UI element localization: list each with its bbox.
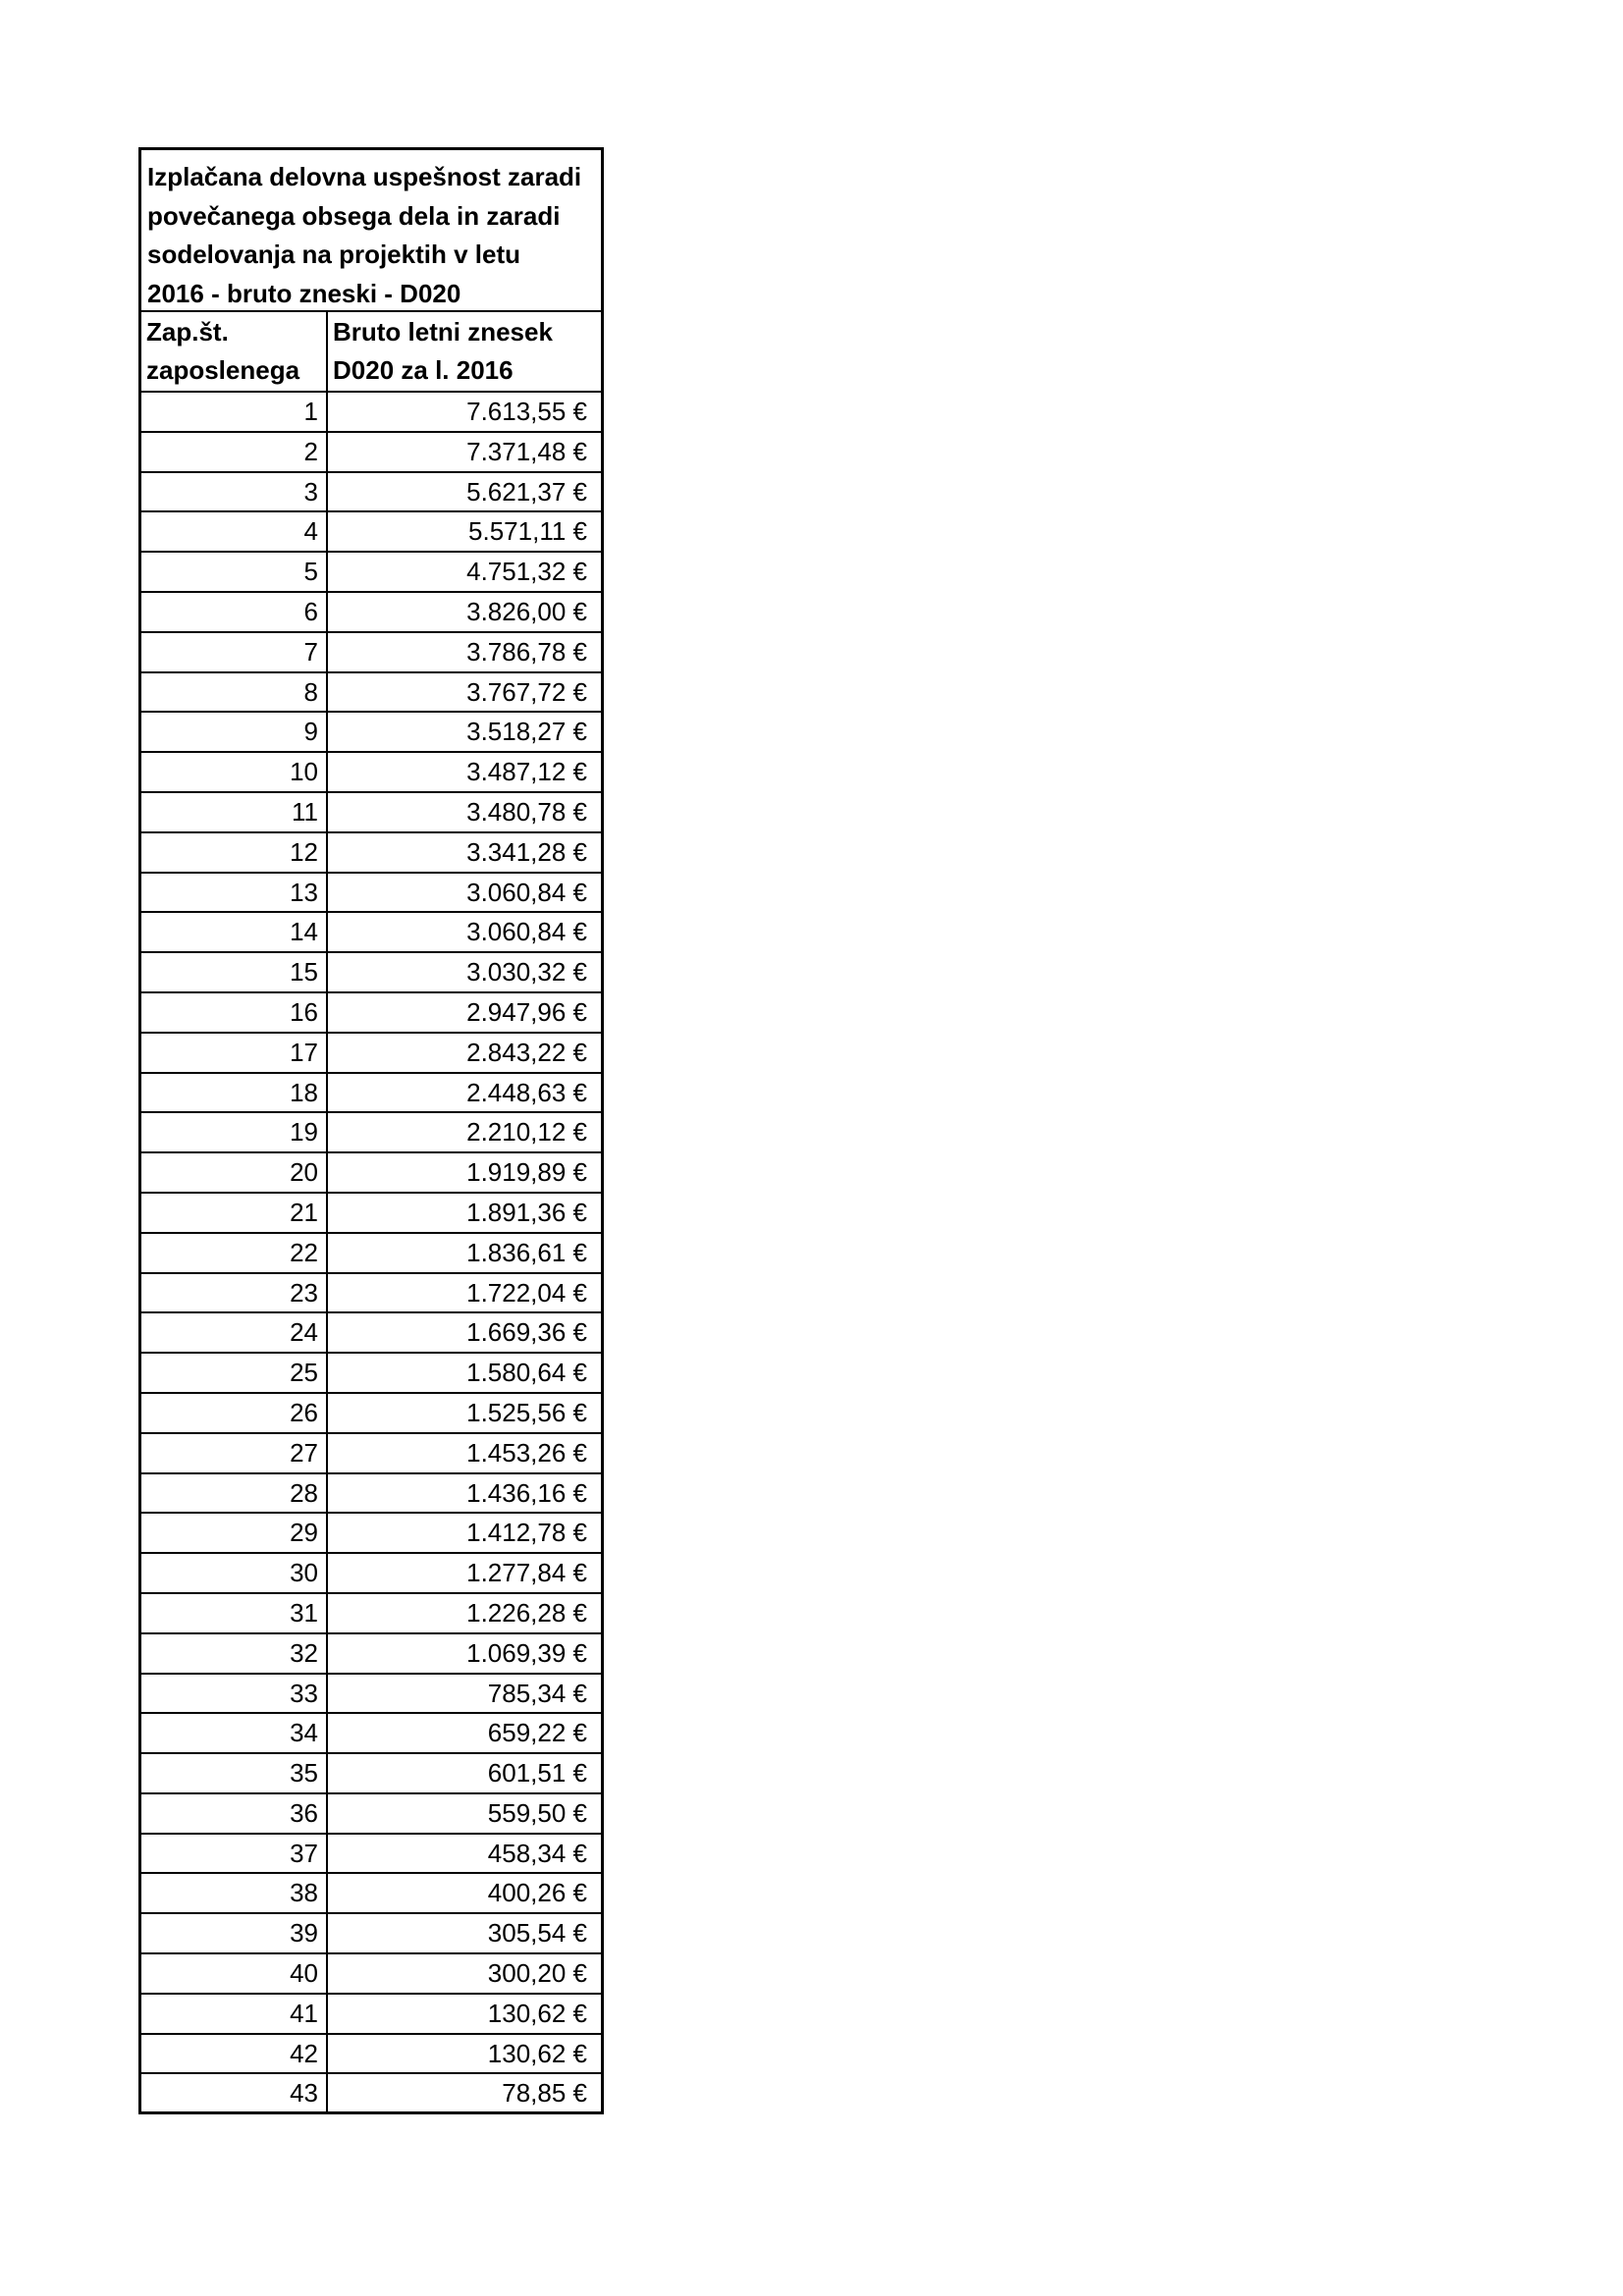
header-row (138, 312, 604, 393)
employee-number-cell: 42 (141, 2035, 328, 2073)
gross-amount-cell: 3.060,84 € (466, 877, 587, 907)
table-row (138, 793, 604, 833)
table-row (138, 1034, 604, 1074)
gross-amount-cell: 3.480,78 € (466, 796, 587, 827)
gross-amount-cell: 2.210,12 € (466, 1117, 587, 1148)
gross-amount-cell: 1.580,64 € (466, 1358, 587, 1388)
gross-amount-cell: 1.453,26 € (466, 1437, 587, 1468)
gross-amount-cell: 78,85 € (502, 2078, 587, 2109)
employee-number-cell: 16 (141, 993, 328, 1032)
table-row (138, 1874, 604, 1914)
table-row (138, 1113, 604, 1153)
table-row (138, 1274, 604, 1314)
title-line: 2016 - bruto zneski - D020 (147, 278, 461, 308)
employee-number-cell: 12 (141, 833, 328, 872)
table-row (138, 1954, 604, 1995)
header-line: Bruto letni znesek (333, 317, 553, 347)
gross-amount-cell: 130,62 € (487, 2038, 587, 2068)
table-row (138, 1153, 604, 1194)
employee-number-cell: 40 (141, 1954, 328, 1993)
employee-number-cell: 34 (141, 1714, 328, 1752)
title-line: povečanega obsega dela in zaradi (147, 200, 561, 231)
gross-amount-cell: 130,62 € (487, 1998, 587, 2028)
gross-amount-cell: 559,50 € (487, 1797, 587, 1828)
employee-number-cell: 23 (141, 1274, 328, 1312)
gross-amount-cell: 659,22 € (487, 1718, 587, 1748)
table-row (138, 1354, 604, 1394)
gross-amount-cell: 4.751,32 € (466, 557, 587, 587)
employee-number-cell: 4 (141, 512, 328, 551)
gross-amount-cell: 300,20 € (487, 1958, 587, 1989)
employee-number-cell: 27 (141, 1434, 328, 1472)
gross-amount-cell: 3.518,27 € (466, 717, 587, 747)
employee-number-cell: 7 (141, 633, 328, 671)
employee-number-cell: 22 (141, 1234, 328, 1272)
gross-amount-cell: 458,34 € (487, 1838, 587, 1868)
table-row (138, 1313, 604, 1354)
table-row (138, 1835, 604, 1875)
employee-number-cell: 17 (141, 1034, 328, 1072)
employee-number-cell: 36 (141, 1794, 328, 1833)
employee-number-cell: 14 (141, 913, 328, 951)
table-row (138, 633, 604, 673)
table-row (138, 1554, 604, 1594)
gross-amount-cell: 1.277,84 € (466, 1558, 587, 1588)
employee-number-cell: 32 (141, 1634, 328, 1673)
employee-number-cell: 30 (141, 1554, 328, 1592)
table-row (138, 874, 604, 914)
employee-number-cell: 21 (141, 1194, 328, 1232)
table-row (138, 593, 604, 633)
table-row (138, 1914, 604, 1954)
table-body (138, 393, 604, 2114)
gross-amount-cell: 3.060,84 € (466, 917, 587, 947)
employee-number-cell: 18 (141, 1074, 328, 1112)
gross-amount-cell: 3.341,28 € (466, 836, 587, 867)
table-row (138, 953, 604, 993)
gross-amount-cell: 1.226,28 € (466, 1597, 587, 1628)
payout-table (138, 147, 604, 2114)
table-row (138, 512, 604, 553)
employee-number-cell: 35 (141, 1754, 328, 1792)
employee-number-cell: 43 (141, 2074, 328, 2111)
employee-number-cell: 39 (141, 1914, 328, 1952)
gross-amount-cell: 1.919,89 € (466, 1157, 587, 1188)
employee-number-cell: 9 (141, 713, 328, 751)
table-row (138, 713, 604, 753)
table-row (138, 1434, 604, 1474)
employee-number-cell: 1 (141, 393, 328, 431)
table-row (138, 1754, 604, 1794)
employee-number-cell: 41 (141, 1995, 328, 2033)
employee-number-cell: 11 (141, 793, 328, 831)
employee-number-cell: 37 (141, 1835, 328, 1873)
employee-number-cell: 15 (141, 953, 328, 991)
gross-amount-cell: 601,51 € (487, 1758, 587, 1789)
gross-amount-cell: 3.786,78 € (466, 636, 587, 667)
gross-amount-cell: 3.826,00 € (466, 596, 587, 626)
gross-amount-cell: 2.448,63 € (466, 1077, 587, 1107)
gross-amount-cell: 1.525,56 € (466, 1397, 587, 1427)
table-row (138, 833, 604, 874)
table-row (138, 1234, 604, 1274)
table-row (138, 473, 604, 513)
table-row (138, 1194, 604, 1234)
gross-amount-cell: 5.621,37 € (466, 476, 587, 507)
table-row (138, 1514, 604, 1554)
gross-amount-cell: 1.436,16 € (466, 1477, 587, 1508)
table-row (138, 1634, 604, 1675)
employee-number-cell: 13 (141, 874, 328, 912)
table-row (138, 2074, 604, 2114)
table-row (138, 1714, 604, 1754)
employee-number-cell: 6 (141, 593, 328, 631)
table-row (138, 2035, 604, 2075)
table-row (138, 753, 604, 793)
gross-amount-cell: 1.836,61 € (466, 1237, 587, 1267)
employee-number-cell: 2 (141, 433, 328, 471)
table-row (138, 1074, 604, 1114)
table-row (138, 1594, 604, 1634)
employee-number-cell: 24 (141, 1313, 328, 1352)
table-row (138, 1794, 604, 1835)
table-row (138, 433, 604, 473)
gross-amount-cell: 3.487,12 € (466, 757, 587, 787)
gross-amount-cell: 3.030,32 € (466, 957, 587, 988)
column-header-gross-amount (328, 312, 601, 391)
gross-amount-cell: 3.767,72 € (466, 676, 587, 707)
gross-amount-cell: 1.669,36 € (466, 1317, 587, 1348)
gross-amount-cell: 1.891,36 € (466, 1197, 587, 1227)
employee-number-cell: 3 (141, 473, 328, 511)
employee-number-cell: 8 (141, 673, 328, 712)
header-line: D020 za l. 2016 (333, 355, 514, 385)
employee-number-cell: 10 (141, 753, 328, 791)
gross-amount-cell: 1.412,78 € (466, 1518, 587, 1548)
table-row (138, 553, 604, 593)
table-row (138, 393, 604, 433)
employee-number-cell: 28 (141, 1474, 328, 1513)
table-title (138, 147, 604, 312)
gross-amount-cell: 7.371,48 € (466, 436, 587, 466)
table-row (138, 993, 604, 1034)
employee-number-cell: 38 (141, 1874, 328, 1912)
title-line: sodelovanja na projektih v letu (147, 240, 520, 269)
employee-number-cell: 25 (141, 1354, 328, 1392)
table-row (138, 673, 604, 714)
employee-number-cell: 26 (141, 1394, 328, 1432)
gross-amount-cell: 785,34 € (487, 1678, 587, 1708)
gross-amount-cell: 400,26 € (487, 1878, 587, 1908)
gross-amount-cell: 5.571,11 € (468, 516, 587, 547)
title-line: Izplačana delovna uspešnost zaradi (147, 162, 582, 191)
table-row (138, 913, 604, 953)
gross-amount-cell: 2.843,22 € (466, 1037, 587, 1067)
column-header-employee-number (141, 312, 328, 391)
table-row (138, 1394, 604, 1434)
header-line: Zap.št. (146, 317, 229, 347)
table-row (138, 1675, 604, 1715)
employee-number-cell: 33 (141, 1675, 328, 1713)
gross-amount-cell: 1.069,39 € (466, 1637, 587, 1668)
gross-amount-cell: 305,54 € (487, 1918, 587, 1949)
employee-number-cell: 19 (141, 1113, 328, 1151)
employee-number-cell: 5 (141, 553, 328, 591)
employee-number-cell: 20 (141, 1153, 328, 1192)
employee-number-cell: 29 (141, 1514, 328, 1552)
table-row (138, 1474, 604, 1515)
gross-amount-cell: 1.722,04 € (466, 1277, 587, 1308)
header-line: zaposlenega (146, 355, 300, 385)
table-row (138, 1995, 604, 2035)
gross-amount-cell: 7.613,55 € (466, 397, 587, 426)
gross-amount-cell: 2.947,96 € (466, 996, 587, 1027)
employee-number-cell: 31 (141, 1594, 328, 1632)
